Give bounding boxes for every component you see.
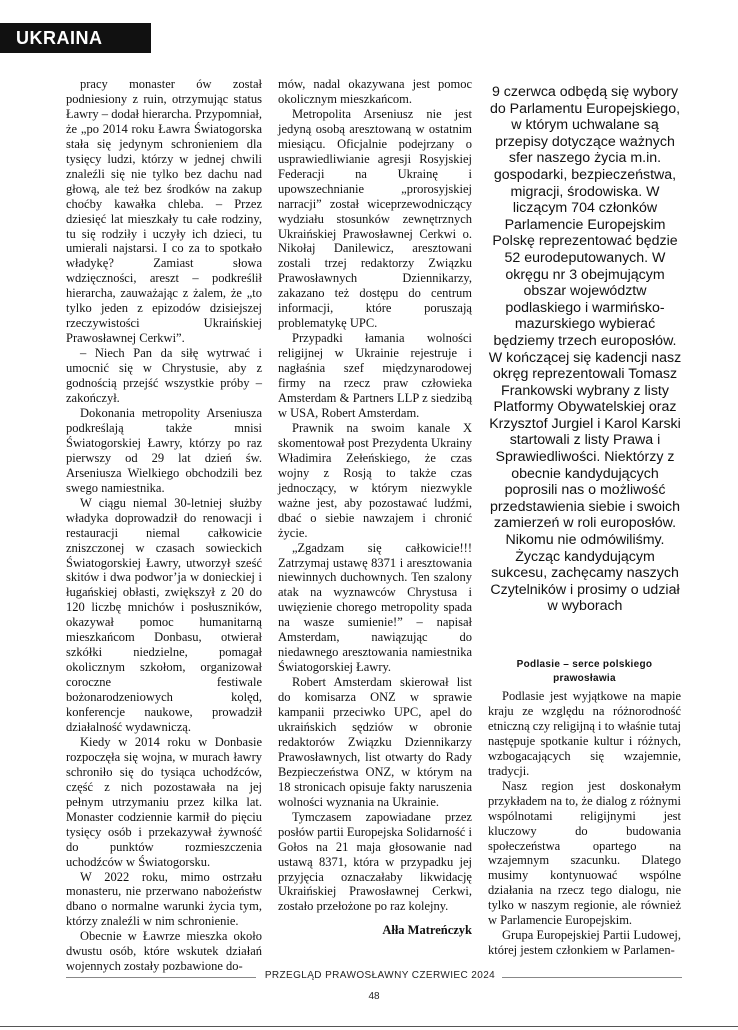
paragraph: Nasz region jest doskonałym przykładem na to, że dialog z różnymi wspólnotami religijnymi jest kluczowy do budowania społeczeństwa opartego na wzajemnym szacunku. Dlatego musimy kontynuować wspólne działania na rzecz tego dialogu, nie tylko w naszym regionie, ale również w Parlamencie Europejskim. [488,778,681,928]
footer-divider-left [66,977,256,978]
paragraph: Przypadki łamania wolności religijnej w Ukrainie rejestruje i nagłaśnia szef międzynarodowej firmy na rzecz praw człowieka Amsterdam & Partners LLP z siedzibą w USA, Robert Amsterdam. [278,331,472,420]
paragraph: „Zgadzam się całkowicie!!! Zatrzymaj ustawę 8371 i aresztowania niewinnych duchownych. Ten szalony atak na wyznawców Chrystusa i uwięzienie chorego metropolity spada na wasze sumienie!” – napisał Amsterdam, nawiązując do niedawnego aresztowania namiestnika Światogorskiej Ławry. [278,540,472,675]
footer-publication: PRZEGLĄD PRAWOSŁAWNY CZERWIEC 2024 [264,970,496,981]
pull-quote: 9 czerwca odbędą się wybory do Parlamentu Europejskiego, w którym uchwalane są przepisy dotyczące ważnych sfer naszego życia m.in. gospodarki, bezpieczeństwa, migracji, środowiska. W liczącym 704 członków Parlamencie Europejskim Polskę reprezentować będzie 52 eurodeputowanych. W okręgu nr 3 obejmującym obszar województw podlaskiego i warmińsko-mazurskiego wybierać będziemy trzech europosłów. W kończącej się kadencji nasz okręg reprezentowali Tomasz Frankowski wybrany z listy Platformy Obywatelskiej oraz Krzysztof Jurgiel i Karol Karski startowali z listy Prawa i Sprawiedliwości. Niektórzy z obecnie kandydujących poprosili nas o możliwość przedstawienia siebie i swoich zamierzeń w roli europosłów. Nikomu nie odmówiliśmy. Życząc kandydującym sukcesu, zachęcamy naszych Czytelników i prosimy o udział w wyborach [488,84,682,615]
page-number: 48 [368,991,380,1002]
paragraph: Robert Amsterdam skierował list do komisarza ONZ w sprawie kampanii przeciwko UPC, apel do ukraińskich sędziów w obronie redaktorów Związku Dziennikarzy Prawosławnych, list otwarty do Rady Bezpieczeństwa ONZ, w którym na 18 stronicach opisuje fakty naruszenia wolności wyznania na Ukrainie. [278,675,472,809]
article-column-1 [66,77,262,974]
paragraph: – Niech Pan da siłę wytrwać i umocnić się w Chrystusie, aby z godnością przejść wszystkie próby – zakończył. [66,346,262,406]
paragraph: Metropolita Arseniusz nie jest jedyną osobą aresztowaną w ostatnim miesiącu. Oficjalnie podejrzany o usprawiedliwianie agresji Rosyjskiej Federacji na Ukrainę i upowszechnianie „prorosyjskiej narracji” został wiceprzewodniczący wydziału stosunków zewnętrznych Ukraińskiej Prawosławnej Cerkwi o. Nikołaj Danilewicz, aresztowani zostali trzej redaktorzy Związku Prawosławnych Dziennikarzy, zakazano też dostępu do centrum informacji, które poruszają problematykę UPC. [278,106,472,331]
paragraph: Grupa Europejskiej Partii Ludowej, której jestem członkiem w Parlamen- [488,928,681,958]
paragraph: mów, nadal okazywana jest pomoc okolicznym mieszkańcom. [278,77,472,106]
section-tag-label: UKRAINA [16,28,103,48]
section-subheading [488,658,681,686]
subheading-line-1: Podlasie – serce polskiego [516,659,653,670]
paragraph: Obecnie w Ławrze mieszka około dwustu osób, które wskutek działań wojennych zostały pozbawione do- [66,929,262,974]
article-author: Ałła Matreńczyk [382,923,472,938]
paragraph: W ciągu niemal 30-letniej służby władyka doprowadził do renowacji i restauracji niemal całkowicie zniszczonej w czasach sowieckich Światogorskiej Ławry, utworzył sześć skitów i dwa podwor’ja w donieckiej i ługańskiej obłasti, zwiększył z 20 do 120 liczbę mnichów i posłuszników, okazywał pomoc humanitarną mieszkańcom Donbasu, otwierał szkółki niedzielne, pomagał okolicznym szkołom, organizował coroczne festiwale bożonarodzeniowych kolęd, konferencje naukowe, prowadził działalność wydawniczą. [66,495,262,734]
bottom-border [0,1026,738,1027]
paragraph: Tymczasem zapowiadane przez posłów partii Europejska Solidarność i Gołos na 21 maja głosowanie nad ustawą 8371, która w przypadku jej przyjęcia oznaczałaby likwidację Ukraińskiej Prawosławnej Cerkwi, zostało przełożone po raz kolejny. [278,809,472,914]
paragraph: Kiedy w 2014 roku w Donbasie rozpoczęła się wojna, w murach ławry schroniło się do tysiąca uchodźców, część z nich pozostawała na jej pełnym utrzymaniu przez kilka lat. Monaster codziennie karmił do pięciu tysięcy osób i przekazywał żywność do punktów rozmieszczenia uchodźców w Światogorsku. [66,734,262,869]
paragraph: W 2022 roku, mimo ostrzału monasteru, nie przerwano nabożeństw dbano o normalne warunki życia tym, którzy znaleźli w nim schronienie. [66,869,262,929]
article-column-3 [488,689,681,958]
article-column-2 [278,77,472,938]
paragraph: pracy monaster ów został podniesiony z ruin, otrzymując status Ławry – dodał hierarcha. Przypomniał, że „po 2014 roku Ławra Światogorska stała się jedynym schronieniem dla tysięcy ludzi, którzy w jednej chwili znaleźli się nie tylko bez dachu nad głową, ale też bez środków na zakup choćby kawałka chleba. – Przez dziesięć lat mieszkały tu całe rodziny, tu się rodziły i uczyły ich dzieci, tu umierali najstarsi. I co za to spotkało władykę? Zamiast słowa wdzięczności, areszt – podkreślił hierarcha, zauważając z żalem, że „to tylko jeden z epizodów dzisiejszej rzeczywistości Ukraińskiej Prawosławnej Cerkwi”. [66,77,262,346]
footer-divider-right [502,977,682,978]
paragraph: Prawnik na swoim kanale X skomentował post Prezydenta Ukrainy Władimira Zełeńskiego, że czas wojny z Rosją to także czas jednoczący, w którym niezwykle ważne jest, aby pozostawać ludźmi, dbać o siebie nawzajem i chronić życie. [278,420,472,540]
section-tag [0,23,151,53]
paragraph: Dokonania metropolity Arseniusza podkreślają także mnisi Światogorskiej Ławry, którzy po raz pierwszy od 29 lat dzień św. Arseniusza Wielkiego obchodzili bez swego namiestnika. [66,405,262,495]
subheading-line-2: prawosławia [553,673,616,684]
paragraph: Podlasie jest wyjątkowe na mapie kraju ze względu na różnorodność etniczną czy religijną i to właśnie tutaj następuje spotkanie kultur i różnych, wzbogacających się wzajemnie, tradycji. [488,689,681,778]
